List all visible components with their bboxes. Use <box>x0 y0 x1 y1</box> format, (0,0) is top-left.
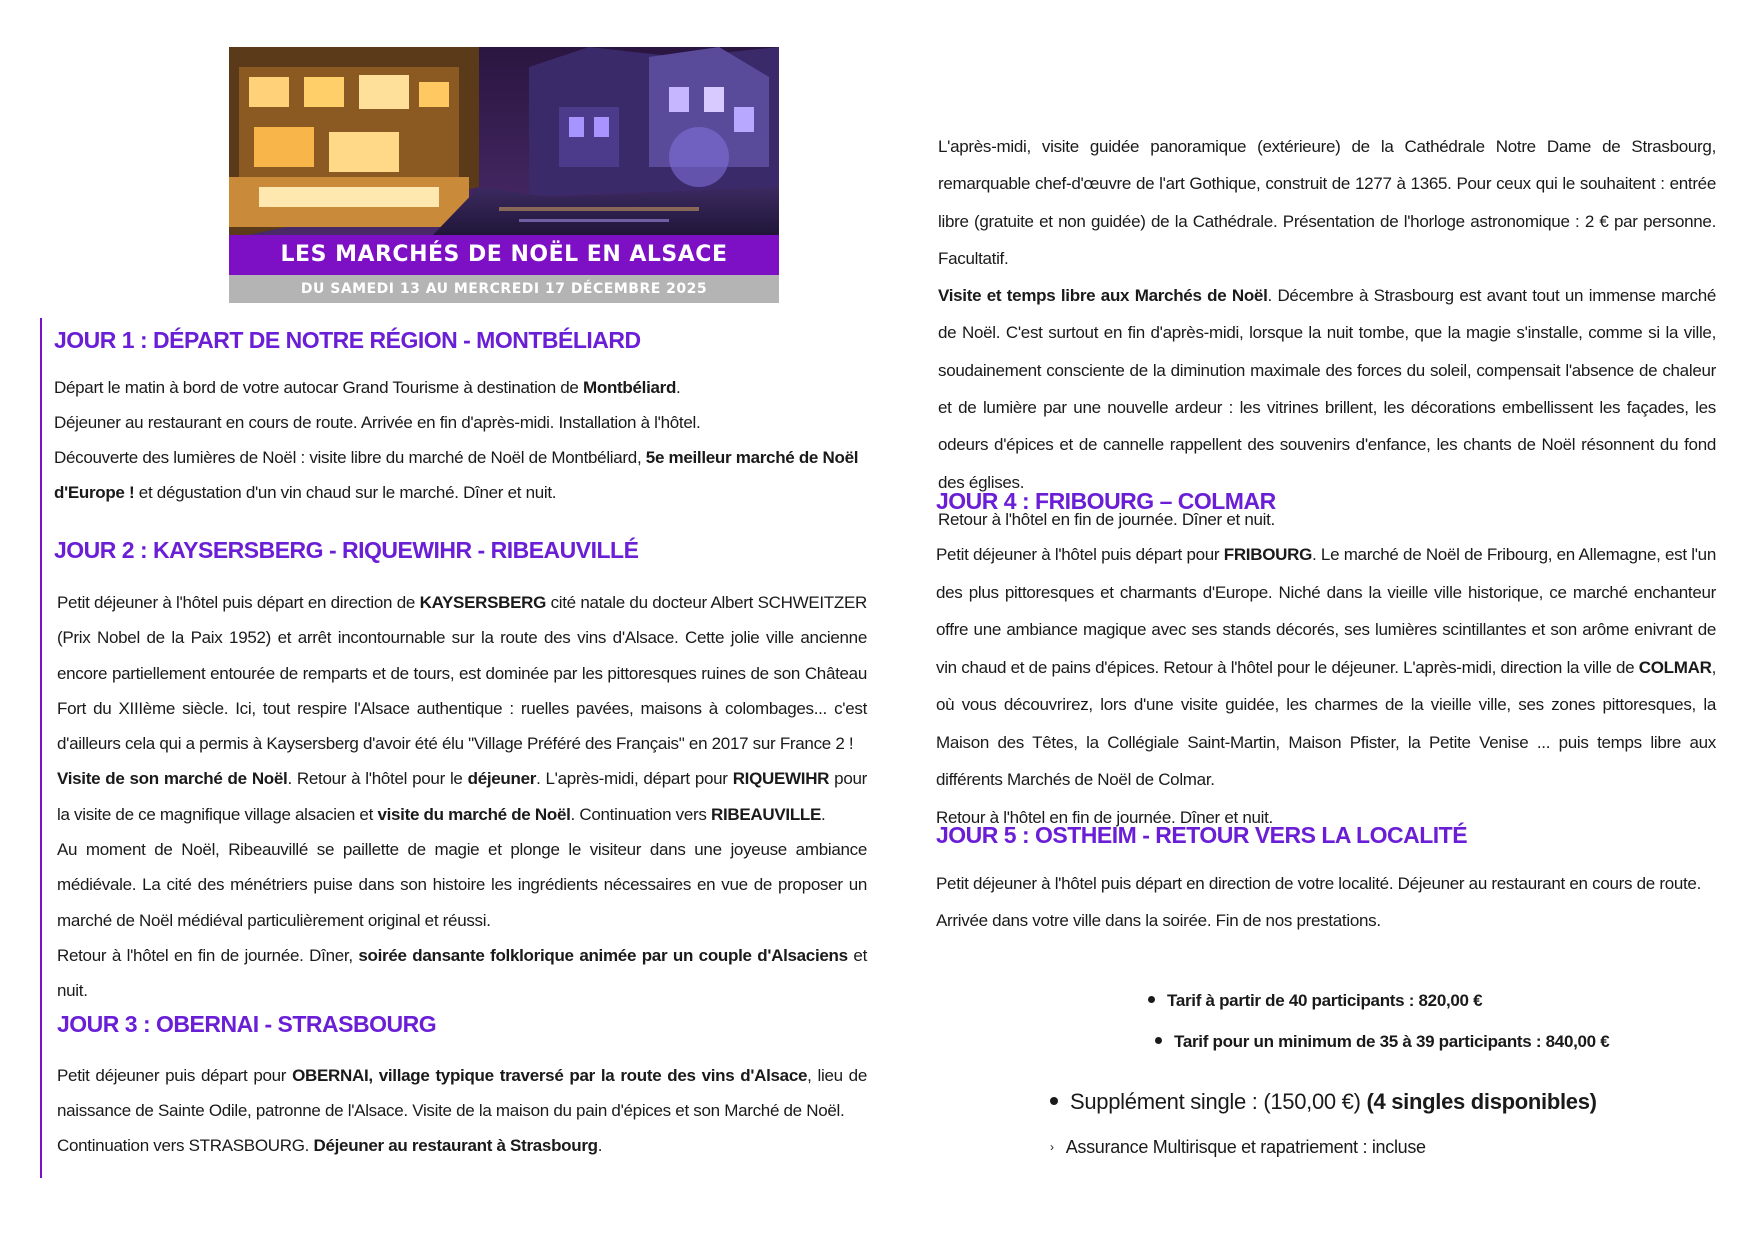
bullet-icon <box>1148 996 1155 1003</box>
banner-dates: DU SAMEDI 13 AU MERCREDI 17 DÉCEMBRE 2025 <box>229 275 779 303</box>
arrow-bullet-icon: › <box>1050 1140 1054 1154</box>
insurance-info: › Assurance Multirisque et rapatriement : incluse <box>1050 1137 1426 1157</box>
day4-text: Petit déjeuner à l'hôtel puis départ pour FRIBOURG. Le marché de Noël de Fribourg, en Allemagne, est l'un des plus pittoresques et charmants d'Europe. Niché dans la vieille ville historique, ce marché enchanteur offre une ambiance magique avec ses stands décorés, ses lumières scintillantes et son arôme enivrant de vin chaud et de pains d'épices. Retour à l'hôtel pour le déjeuner. L'après-midi, direction la ville de COLMAR, où vous découvrirez, lors d'une visite guidée, les charmes de la vieille ville, ses zones pittoresques, la Maison des Têtes, la Collégiale Saint-Martin, Maison Pfister, la Petite Venise ... puis temps libre aux différents Marchés de Noël de Colmar. Retour à l'hôtel en fin de journée. Dîner et nuit. <box>936 545 1716 827</box>
price-35-39-participants: Tarif pour un minimum de 35 à 39 participants : 840,00 € <box>1155 1032 1609 1052</box>
day3-text-right: L'après-midi, visite guidée panoramique (extérieure) de la Cathédrale Notre Dame de Strasbourg, remarquable chef-d'œuvre de l'art Gothique, construit de 1277 à 1365. Pour ceux qui le souhaitent : entrée libre (gratuite et non guidée) de la Cathédrale. Présentation de l'horloge astronomique : 2 € par personne. Facultatif. Visite et temps libre aux Marchés de Noël. Décembre à Strasbourg est avant tout un immense marché de Noël. C'est surtout en fin d'après-midi, lorsque la nuit tombe, que la magie s'installe, comme si la ville, soudainement consciente de la diminution maximale des forces du soleil, compensait l'absence de chaleur et de lumière par une nouvelle ardeur : les vitrines brillent, les décorations embellissent les façades, les odeurs d'épices et de cannelle rappellent des souvenirs d'enfance, les chants de Noël résonnent du fond des églises. Retour à l'hôtel en fin de journée. Dîner et nuit. <box>938 137 1716 529</box>
day2-text: Petit déjeuner à l'hôtel puis départ en direction de KAYSERSBERG cité natale du docteur Albert SCHWEITZER (Prix Nobel de la Paix 1952) et arrêt incontournable sur la route des vins d'Alsace. Cette jolie ville ancienne encore partiellement entourée de remparts et de tours, est dominée par les pittoresques ruines de son Château Fort du XIIIème siècle. Ici, tout respire l'Alsace authentique : ruelles pavées, maisons à colombages... c'est d'ailleurs cela qui a permis à Kaysersberg d'avoir été élu "Village Préféré des Français" en 2017 sur France 2 ! Visite de son marché de Noël. Retour à l'hôtel pour le déjeuner. L'après-midi, départ pour RIQUEWIHR pour la visite de ce magnifique village alsacien et visite du marché de Noël. Continuation vers RIBEAUVILLE. Au moment de Noël, Ribeauvillé se paillette de magie et plonge le visiteur dans une joyeuse ambiance médiévale. La cité des ménétriers puise dans son histoire les ingrédients nécessaires en vue de proposer un marché de Noël médiéval particulièrement original et réussi. Retour à l'hôtel en fin de journée. Dîner, soirée dansante folklorique animée par un couple d'Alsaciens et nuit. <box>57 593 867 1001</box>
day1-title: JOUR 1 : DÉPART DE NOTRE RÉGION - MONTBÉLIARD <box>54 327 641 353</box>
single-supplement: Supplément single : (150,00 €) (4 singles disponibles) <box>1050 1089 1597 1115</box>
day5-text: Petit déjeuner à l'hôtel puis départ en direction de votre localité. Déjeuner au restaurant en cours de route. Arrivée dans votre ville dans la soirée. Fin de nos prestations. <box>936 874 1702 930</box>
day4-title: JOUR 4 : FRIBOURG – COLMAR <box>936 488 1276 514</box>
day5-title: JOUR 5 : OSTHEIM - RETOUR VERS LA LOCALITÉ <box>936 822 1468 848</box>
day1-text: Départ le matin à bord de votre autocar Grand Tourisme à destination de Montbéliard. Déjeuner au restaurant en cours de route. Arrivée en fin d'après-midi. Installation à l'hôtel. Découverte des lumières de Noël : visite libre du marché de Noël de Montbéliard, 5e meilleur marché de Noël d'Europe ! et dégustation d'un vin chaud sur le marché. Dîner et nuit. <box>54 378 859 502</box>
price-40-participants: Tarif à partir de 40 participants : 820,00 € <box>1148 991 1482 1011</box>
banner-photo <box>229 47 779 239</box>
banner-title: LES MARCHÉS DE NOËL EN ALSACE <box>229 235 779 275</box>
banner <box>229 47 779 304</box>
day3-text-left: Petit déjeuner puis départ pour OBERNAI, village typique traversé par la route des vins d'Alsace, lieu de naissance de Sainte Odile, patronne de l'Alsace. Visite de la maison du pain d'épices et son Marché de Noël. Continuation vers STRASBOURG. Déjeuner au restaurant à Strasbourg. <box>57 1066 867 1155</box>
bullet-icon <box>1050 1097 1058 1105</box>
left-vertical-rule <box>40 318 42 1178</box>
day2-title: JOUR 2 : KAYSERSBERG - RIQUEWIHR - RIBEAUVILLÉ <box>54 537 639 563</box>
day3-title: JOUR 3 : OBERNAI - STRASBOURG <box>57 1011 437 1037</box>
bullet-icon <box>1155 1037 1162 1044</box>
